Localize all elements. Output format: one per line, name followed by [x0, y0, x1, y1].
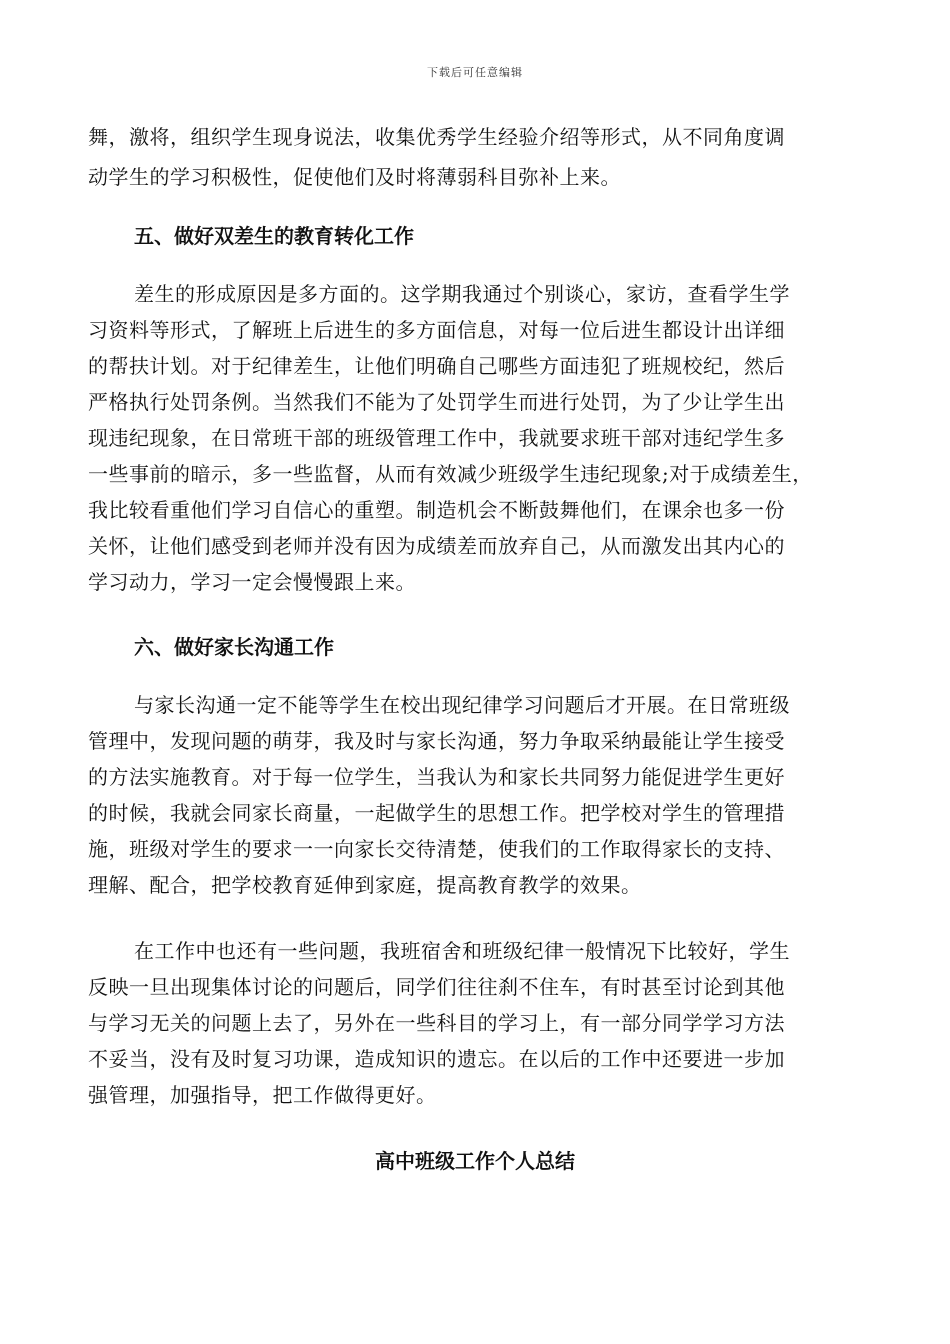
paragraph-line: 强管理，加强指导，把工作做得更好。	[88, 1083, 437, 1107]
paragraph-line: 在工作中也还有一些问题，我班宿舍和班级纪律一般情况下比较好，学生	[134, 939, 790, 963]
paragraph-line: 一些事前的暗示，多一些监督，从而有效减少班级学生违纪现象;对于成绩差生，	[88, 462, 813, 486]
paragraph-line: 动学生的学习积极性，促使他们及时将薄弱科目弥补上来。	[88, 165, 621, 189]
paragraph-line: 施，班级对学生的要求一一向家长交待清楚，使我们的工作取得家长的支持、	[88, 837, 785, 861]
paragraph-line: 学习动力，学习一定会慢慢跟上来。	[88, 570, 416, 594]
header-note: 下载后可任意编辑	[427, 66, 523, 79]
paragraph-line: 的时候，我就会同家长商量，一起做学生的思想工作。把学校对学生的管理措	[88, 801, 785, 825]
paragraph-line: 不妥当，没有及时复习功课，造成知识的遗忘。在以后的工作中还要进一步加	[88, 1047, 785, 1071]
paragraph-line: 管理中，发现问题的萌芽，我及时与家长沟通，努力争取采纳最能让学生接受	[88, 729, 785, 753]
section-heading-5: 五、做好双差生的教育转化工作	[134, 224, 414, 248]
paragraph-line: 与学习无关的问题上去了，另外在一些科目的学习上，有一部分同学学习方法	[88, 1011, 785, 1035]
section-heading-6: 六、做好家长沟通工作	[134, 635, 334, 659]
paragraph-line: 习资料等形式，了解班上后进生的多方面信息，对每一位后进生都设计出详细	[88, 318, 785, 342]
paragraph-line: 反映一旦出现集体讨论的问题后，同学们往往刹不住车，有时甚至讨论到其他	[88, 975, 785, 999]
paragraph-line: 的帮扶计划。对于纪律差生，让他们明确自己哪些方面违犯了班规校纪，然后	[88, 354, 785, 378]
paragraph-line: 理解、配合，把学校教育延伸到家庭，提高教育教学的效果。	[88, 873, 642, 897]
next-document-title: 高中班级工作个人总结	[375, 1149, 575, 1173]
paragraph-line: 严格执行处罚条例。当然我们不能为了处罚学生而进行处罚，为了少让学生出	[88, 390, 785, 414]
paragraph-line: 现违纪现象，在日常班干部的班级管理工作中，我就要求班干部对违纪学生多	[88, 426, 785, 450]
paragraph-line: 的方法实施教育。对于每一位学生，当我认为和家长共同努力能促进学生更好	[88, 765, 785, 789]
paragraph-line: 与家长沟通一定不能等学生在校出现纪律学习问题后才开展。在日常班级	[134, 693, 790, 717]
paragraph-line: 差生的形成原因是多方面的。这学期我通过个别谈心，家访，查看学生学	[134, 282, 790, 306]
paragraph-line: 舞，激将，组织学生现身说法，收集优秀学生经验介绍等形式，从不同角度调	[88, 125, 785, 149]
paragraph-line: 我比较看重他们学习自信心的重塑。制造机会不断鼓舞他们，在课余也多一份	[88, 498, 785, 522]
paragraph-line: 关怀，让他们感受到老师并没有因为成绩差而放弃自己，从而激发出其内心的	[88, 534, 785, 558]
